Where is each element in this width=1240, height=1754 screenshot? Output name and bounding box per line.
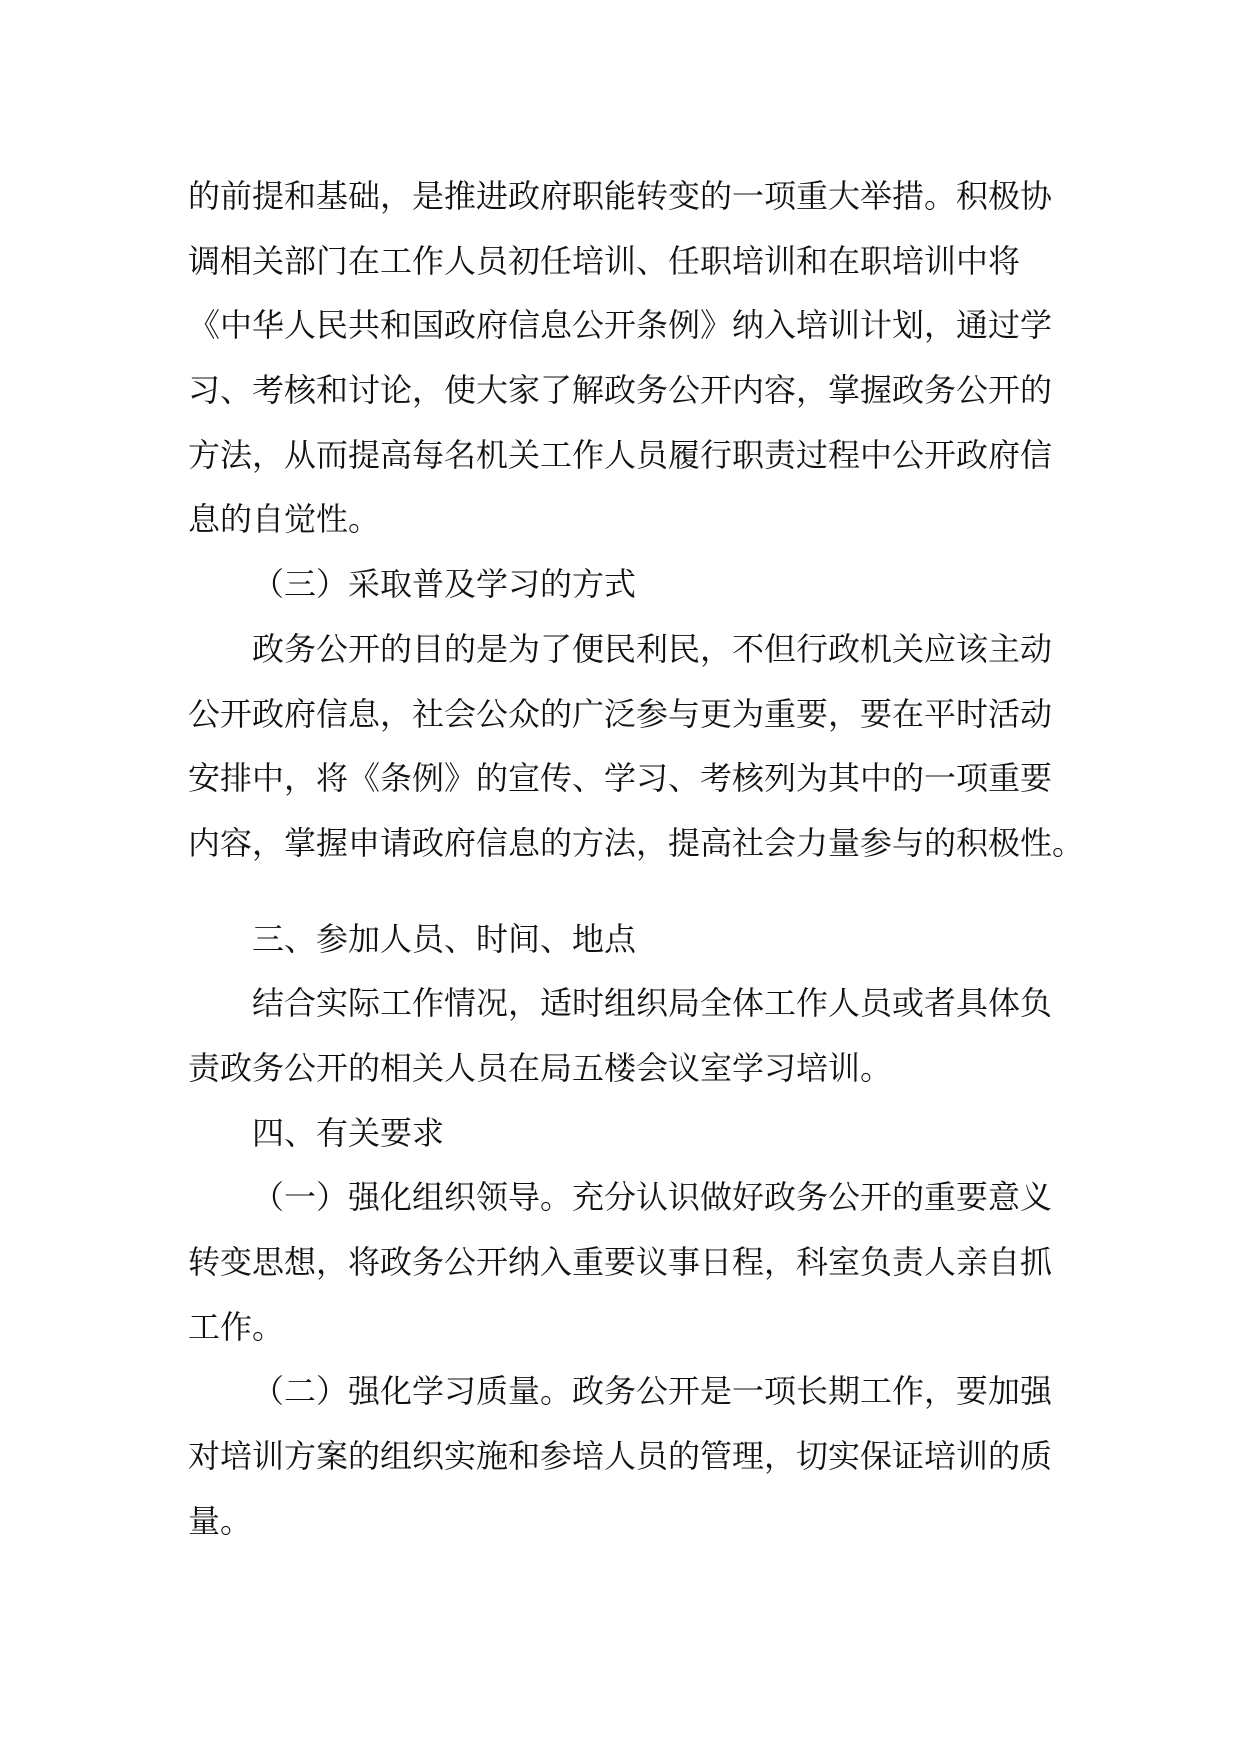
subsection-heading: （三）采取普及学习的方式 bbox=[252, 565, 637, 604]
paragraph-line: 方法，从而提高每名机关工作人员履行职责过程中公开政府信 bbox=[188, 435, 1053, 474]
paragraph-line: 调相关部门在工作人员初任培训、任职培训和在职培训中将 bbox=[188, 241, 1021, 280]
paragraph-line: 公开政府信息，社会公众的广泛参与更为重要，要在平时活动 bbox=[188, 694, 1053, 733]
paragraph-line: 安排中，将《条例》的宣传、学习、考核列为其中的一项重要 bbox=[188, 759, 1053, 798]
paragraph-line: 《中华人民共和国政府信息公开条例》纳入培训计划，通过学 bbox=[188, 306, 1053, 345]
section-heading: 三、参加人员、时间、地点 bbox=[252, 919, 637, 958]
section-heading: 四、有关要求 bbox=[252, 1113, 445, 1152]
paragraph-line: 结合实际工作情况，适时组织局全体工作人员或者具体负 bbox=[252, 984, 1053, 1023]
paragraph-line: 内容，掌握申请政府信息的方法，提高社会力量参与的积极性。 bbox=[188, 823, 1085, 862]
paragraph-line: 的前提和基础，是推进政府职能转变的一项重大举措。积极协 bbox=[188, 177, 1053, 215]
paragraph-line: 政务公开的目的是为了便民利民，不但行政机关应该主动 bbox=[252, 629, 1053, 668]
paragraph-line: 责政务公开的相关人员在局五楼会议室学习培训。 bbox=[188, 1048, 893, 1087]
subsection-heading: （二）强化学习质量。政务公开是一项长期工作，要加强 bbox=[252, 1372, 1053, 1411]
subsection-heading: （一）强化组织领导。充分认识做好政务公开的重要意义 bbox=[252, 1178, 1053, 1217]
paragraph-line: 转变思想，将政务公开纳入重要议事日程，科室负责人亲自抓 bbox=[188, 1243, 1053, 1281]
paragraph-line: 工作。 bbox=[188, 1307, 285, 1346]
paragraph-line: 习、考核和讨论，使大家了解政务公开内容，掌握政务公开的 bbox=[188, 371, 1053, 410]
paragraph-line: 量。 bbox=[188, 1501, 253, 1540]
paragraph-gap bbox=[188, 876, 1068, 907]
document-body bbox=[188, 164, 1085, 1553]
paragraph-line: 对培训方案的组织实施和参培人员的管理，切实保证培训的质 bbox=[188, 1437, 1053, 1476]
paragraph-line: 息的自觉性。 bbox=[188, 500, 381, 539]
